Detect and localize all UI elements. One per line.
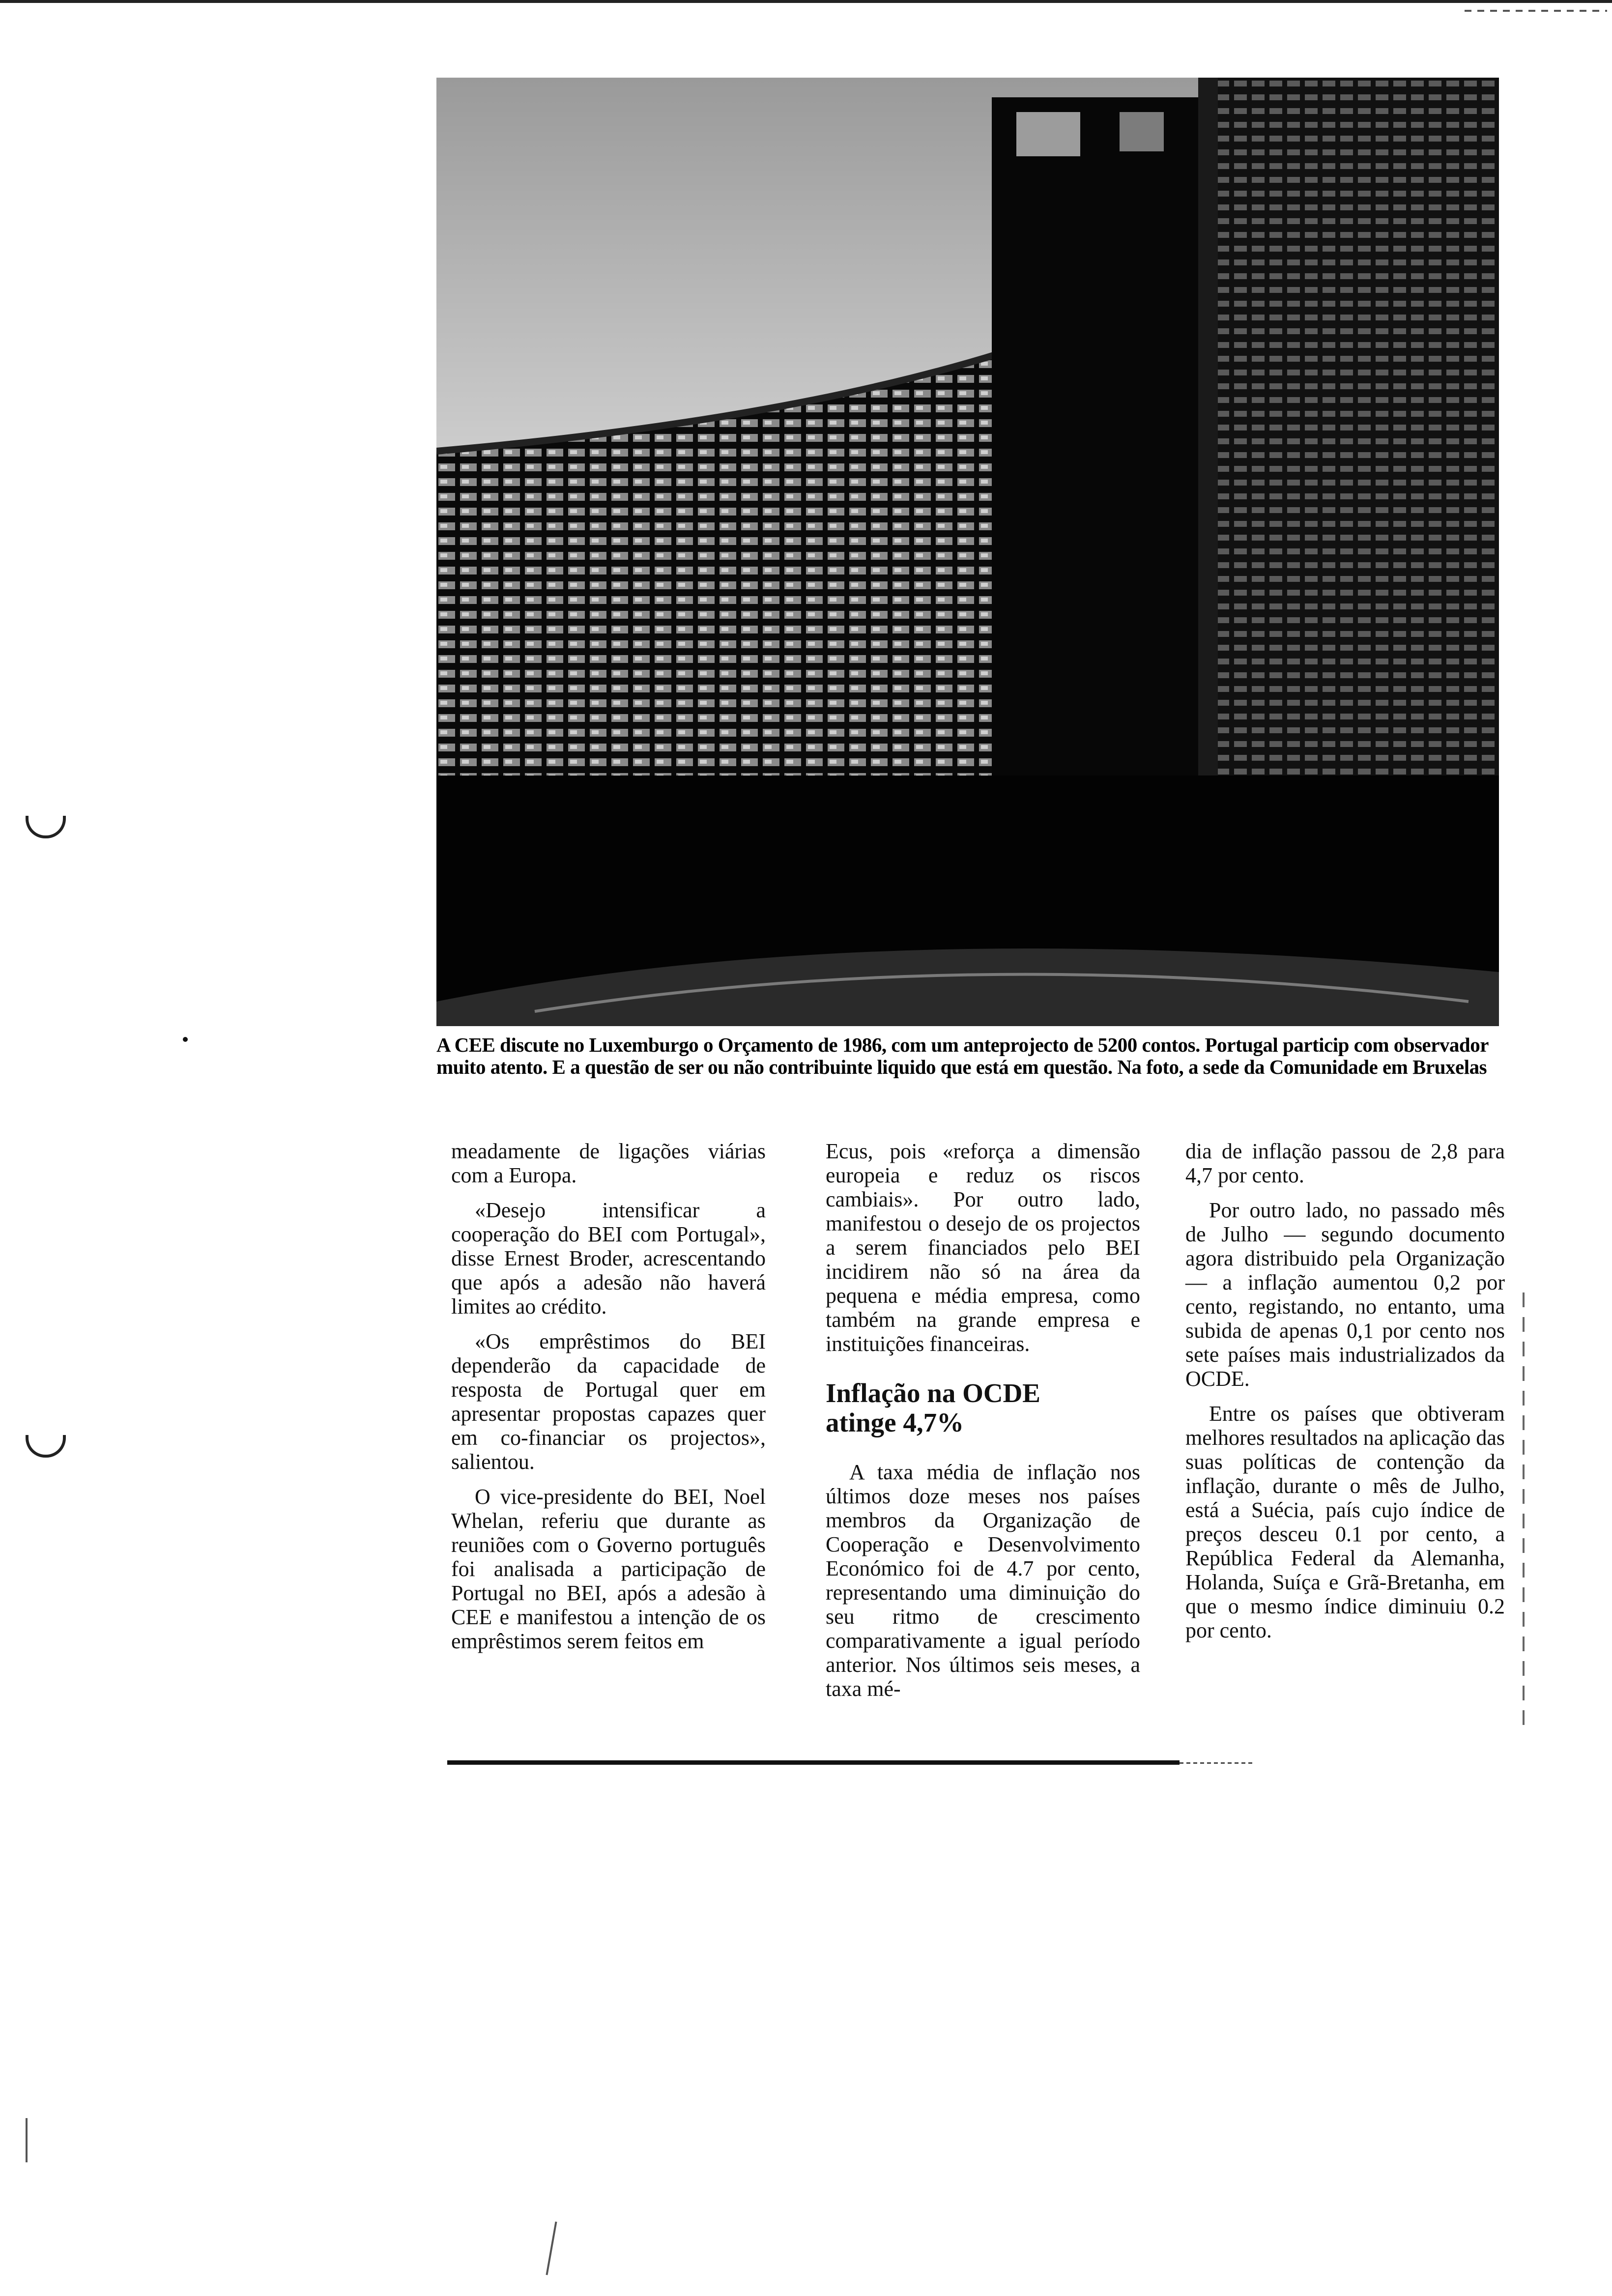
scan-edge-marks — [1465, 10, 1607, 12]
article-column-2 — [826, 1139, 1140, 1712]
subheading-line: Inflação na OCDE — [826, 1378, 1040, 1408]
scan-dust-dot — [183, 1037, 188, 1042]
article-bottom-rule-dotted — [1180, 1762, 1253, 1764]
photo-ec-headquarters — [436, 78, 1499, 1026]
paragraph: Ecus, pois «reforça a dimensão europeia e reduz os riscos cambiais». Por outro lado, manifestou o desejo de os projectos a serem financiados pelo BEI incidirem não só na área da pequena e média empresa, como também na grande empresa e instituições financeiras. — [826, 1139, 1140, 1356]
paragraph: A taxa média de inflação nos últimos doze meses nos países membros da Organização de Cooperação e Desenvolvimento Económico foi de 4.7 por cento, representando uma diminuição do seu ritmo de crescimento comparativamente a igual período anterior. Nos últimos seis meses, a taxa mé- — [826, 1460, 1140, 1701]
paragraph: Por outro lado, no passado mês de Julho — segundo documento agora distribuido pela Organização — a inflação aumentou 0,2 por cento, registando, no entanto, uma subida de apenas 0,1 por cento nos sete países mais industrializados da OCDE. — [1185, 1198, 1505, 1391]
scan-top-border — [0, 0, 1612, 3]
paragraph: «Desejo intensificar a cooperação do BEI com Portugal», disse Ernest Broder, acrescentando que após a adesão não haverá limites ao crédito. — [451, 1198, 766, 1319]
photo-caption: A CEE discute no Luxemburgo o Orçamento de 1986, com um anteprojecto de 5200 contos. Portugal particip com observador muito atento. E a questão de ser ou não contribuinte liquido que está em questão. Na foto, a sede da Comunidade em Bruxelas — [436, 1033, 1489, 1078]
building-photo-icon — [436, 78, 1499, 1026]
paragraph: Entre os países que obtiveram melhores resultados na aplicação das suas políticas de contenção da inflação, durante o mês de Julho, está a Suécia, país cujo índice de preços desceu 0.1 por cento, a República Federal da Alemanha, Holanda, Suíça e Grã-Bretanha, em que o mesmo índice diminuiu 0.2 por cento. — [1185, 1402, 1505, 1642]
scan-edge-tick — [546, 2221, 557, 2275]
subheading-line: atinge 4,7% — [826, 1407, 964, 1437]
paragraph: dia de inflação passou de 2,8 para 4,7 por cento. — [1185, 1139, 1505, 1187]
binder-hole-mark-lower — [26, 1435, 66, 1458]
section-subheading — [826, 1378, 1140, 1437]
paragraph: meadamente de ligações viárias com a Europa. — [451, 1139, 766, 1187]
paragraph: «Os emprêstimos do BEI dependerão da capacidade de resposta de Portugal quer em apresentar propostas capazes quer em co-financiar os projectos», salientou. — [451, 1329, 766, 1474]
scan-edge-tick — [26, 2118, 28, 2162]
paragraph: O vice-presidente do BEI, Noel Whelan, referiu que durante as reuniões com o Governo português foi analisada a participação de Portugal no BEI, após a adesão à CEE e manifestou a intenção de os emprêstimos serem feitos em — [451, 1485, 766, 1653]
article-bottom-rule — [447, 1760, 1180, 1765]
article-column-3 — [1185, 1139, 1505, 1653]
binder-hole-mark-upper — [26, 816, 66, 838]
scan-side-rule — [1523, 1292, 1525, 1735]
article-column-1 — [451, 1139, 766, 1664]
